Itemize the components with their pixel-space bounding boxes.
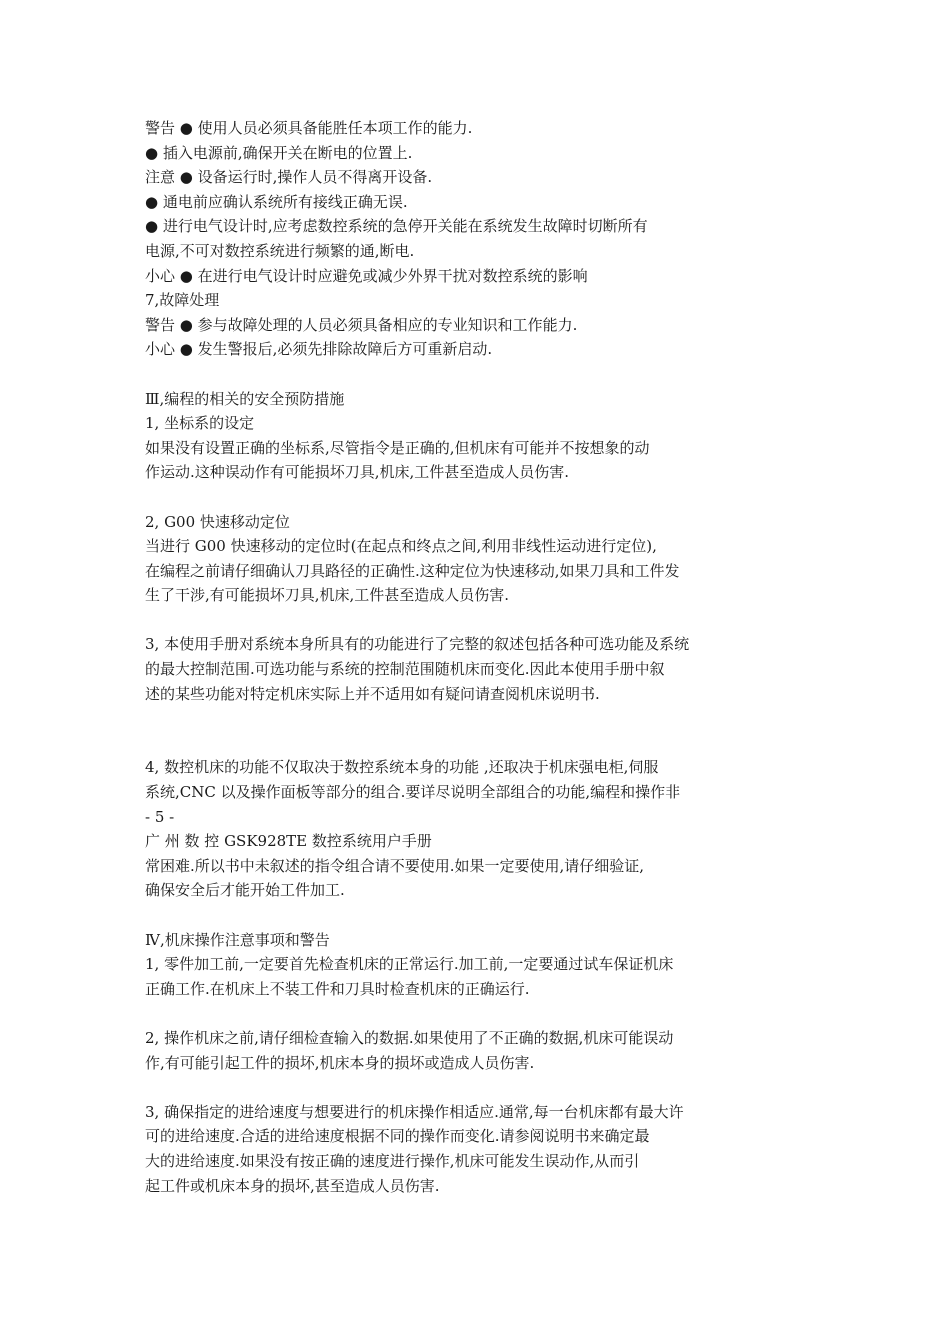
paragraph-line: 4, 数控机床的功能不仅取决于数控系统本身的功能 ,还取决于机床强电柜,伺服 — [145, 758, 659, 777]
notice-line-operator: 注意 ● 设备运行时,操作人员不得离开设备. — [145, 168, 433, 187]
warning-line-ability: 警告 ● 使用人员必须具备能胜任本项工作的能力. — [145, 119, 473, 137]
paragraph-line: 如果没有设置正确的坐标系,尽管指令是正确的,但机床有可能并不按想象的动 — [145, 438, 650, 457]
paragraph-line: 生了干涉,有可能损坏刀具,机床,工件甚至造成人员伤害. — [145, 586, 510, 605]
paragraph-line: 1, 零件加工前,一定要首先检查机床的正常运行.加工前,一定要通过试车保证机床 — [145, 955, 674, 974]
paragraph-line: 正确工作.在机床上不装工件和刀具时检查机床的正确运行. — [145, 979, 530, 998]
section-heading-operation: Ⅳ,机床操作注意事项和警告 — [145, 930, 330, 949]
paragraph-line: 确保安全后才能开始工件加工. — [145, 881, 345, 900]
caution-line-alarm: 小心 ● 发生警报后,必须先排除故障后方可重新启动. — [145, 340, 493, 359]
paragraph-line: 系统,CNC 以及操作面板等部分的组合.要详尽说明全部组合的功能,编程和操作非 — [145, 783, 681, 802]
paragraph-line: 当进行 G00 快速移动的定位时(在起点和终点之间,利用非线性运动进行定位), — [145, 537, 657, 556]
paragraph-line: 起工件或机床本身的损坏,甚至造成人员伤害. — [145, 1176, 440, 1195]
running-header: 广 州 数 控 GSK928TE 数控系统用户手册 — [145, 832, 432, 851]
document-page — [145, 116, 845, 1198]
subheading-g00: 2, G00 快速移动定位 — [145, 512, 290, 531]
page-number: - 5 - — [145, 807, 175, 826]
paragraph-line: 述的某些功能对特定机床实际上并不适用如有疑问请查阅机床说明书. — [145, 684, 600, 703]
section-heading-fault: 7,故障处理 — [145, 291, 220, 310]
paragraph-line: 3, 确保指定的进给速度与想要进行的机床操作相适应.通常,每一台机床都有最大许 — [145, 1102, 684, 1121]
paragraph-line: 常困难.所以书中未叙述的指令组合请不要使用.如果一定要使用,请仔细验证, — [145, 856, 645, 875]
paragraph-line: 可的进给速度.合适的进给速度根据不同的操作而变化.请参阅说明书来确定最 — [145, 1127, 650, 1146]
notice-line-wiring: ● 通电前应确认系统所有接线正确无误. — [145, 192, 408, 211]
paragraph-line: 的最大控制范围.可选功能与系统的控制范围随机床而变化.因此本使用手册中叙 — [145, 660, 665, 679]
notice-line-estop: ● 进行电气设计时,应考虑数控系统的急停开关能在系统发生故障时切断所有 — [145, 217, 648, 236]
paragraph-line: 作运动.这种误动作有可能损坏刀具,机床,工件甚至造成人员伤害. — [145, 463, 570, 482]
paragraph-line: 作,有可能引起工件的损坏,机床本身的损坏或造成人员伤害. — [145, 1053, 535, 1072]
warning-line-power-switch: ● 插入电源前,确保开关在断电的位置上. — [145, 143, 413, 162]
notice-line-estop-cont: 电源,不可对数控系统进行频繁的通,断电. — [145, 241, 415, 260]
paragraph-line: 2, 操作机床之前,请仔细检查输入的数据.如果使用了不正确的数据,机床可能误动 — [145, 1028, 674, 1047]
section-heading-programming: Ⅲ,编程的相关的安全预防措施 — [145, 389, 345, 408]
paragraph-line: 3, 本使用手册对系统本身所具有的功能进行了完整的叙述包括各种可选功能及系统 — [145, 635, 690, 654]
subheading-coordinate: 1, 坐标系的设定 — [145, 414, 255, 433]
paragraph-line: 大的进给速度.如果没有按正确的速度进行操作,机床可能发生误动作,从而引 — [145, 1151, 640, 1170]
warning-line-fault-staff: 警告 ● 参与故障处理的人员必须具备相应的专业知识和工作能力. — [145, 315, 578, 334]
caution-line-interference: 小心 ● 在进行电气设计时应避免或减少外界干扰对数控系统的影响 — [145, 266, 588, 285]
paragraph-line: 在编程之前请仔细确认刀具路径的正确性.这种定位为快速移动,如果刀具和工件发 — [145, 561, 680, 580]
